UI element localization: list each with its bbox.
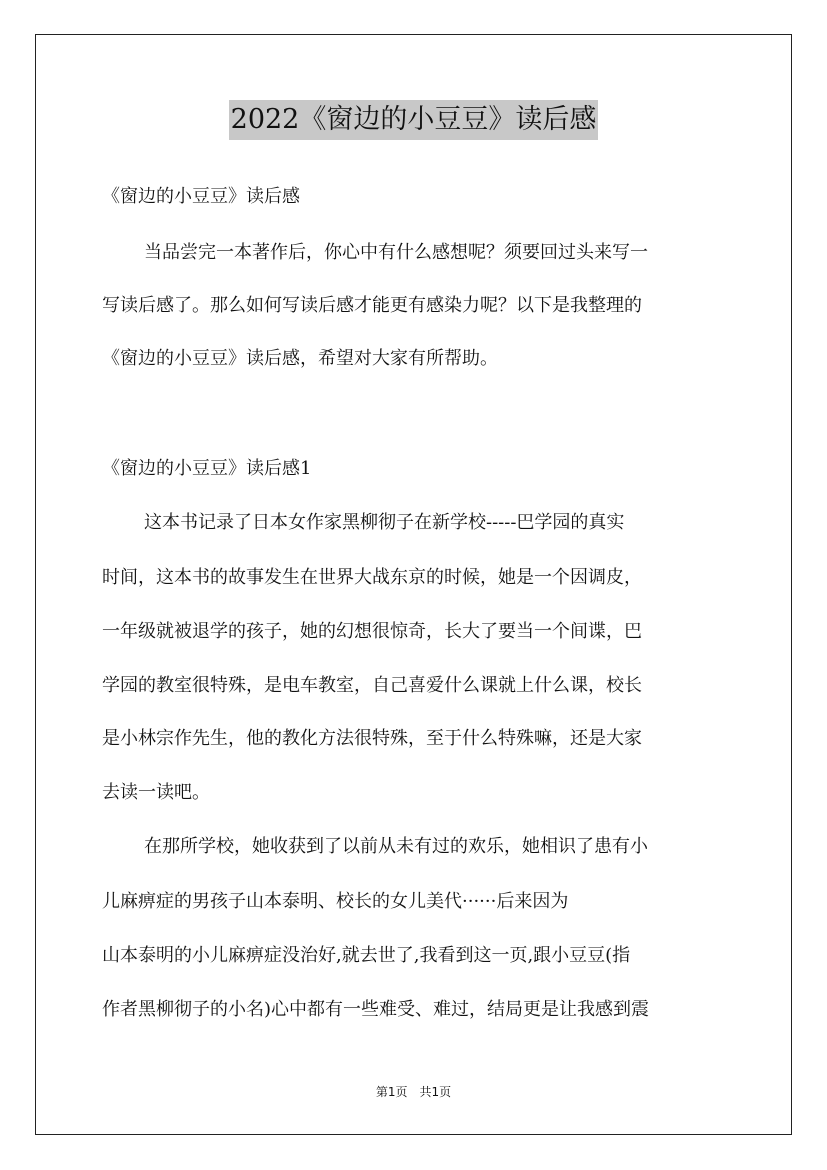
body-line-5: 是小林宗作先生，他的教化方法很特殊，至于什么特殊嘛，还是大家 [102,728,642,749]
body-line-1: 这本书记录了日本女作家黑柳彻子在新学校-----巴学园的真实 [144,512,625,533]
body-line-2: 时间，这本书的故事发生在世界大战东京的时候，她是一个因调皮， [102,567,642,588]
intro-line-1: 当品尝完一本著作后，你心中有什么感想呢？须要回过头来写一 [144,242,648,263]
title-block [0,100,827,140]
body-line-6: 去读一读吧。 [102,782,210,803]
body-line-8: 儿麻痹症的男孩子山本泰明、校长的女儿美代······后来因为 [102,891,569,912]
section-heading-1: 《窗边的小豆豆》读后感1 [102,458,312,479]
subtitle-line: 《窗边的小豆豆》读后感 [102,186,300,207]
body-line-9: 山本泰明的小儿麻痹症没治好,就去世了,我看到这一页,跟小豆豆(指 [102,945,631,966]
body-line-7: 在那所学校，她收获到了以前从未有过的欢乐，她相识了患有小 [144,836,648,857]
intro-line-3: 《窗边的小豆豆》读后感，希望对大家有所帮助。 [102,348,498,369]
body-line-3: 一年级就被退学的孩子，她的幻想很惊奇，长大了要当一个间谍，巴 [102,621,642,642]
body-line-10: 作者黑柳彻子的小名)心中都有一些难受、难过，结局更是让我感到震 [102,999,650,1020]
page-number: 第1页 共1页 [375,1085,452,1099]
document-title: 2022《窗边的小豆豆》读后感 [229,100,599,140]
body-line-4: 学园的教室很特殊，是电车教室，自己喜爱什么课就上什么课，校长 [102,675,642,696]
page-footer [0,1083,827,1100]
intro-line-2: 写读后感了。那么如何写读后感才能更有感染力呢？以下是我整理的 [102,295,642,316]
